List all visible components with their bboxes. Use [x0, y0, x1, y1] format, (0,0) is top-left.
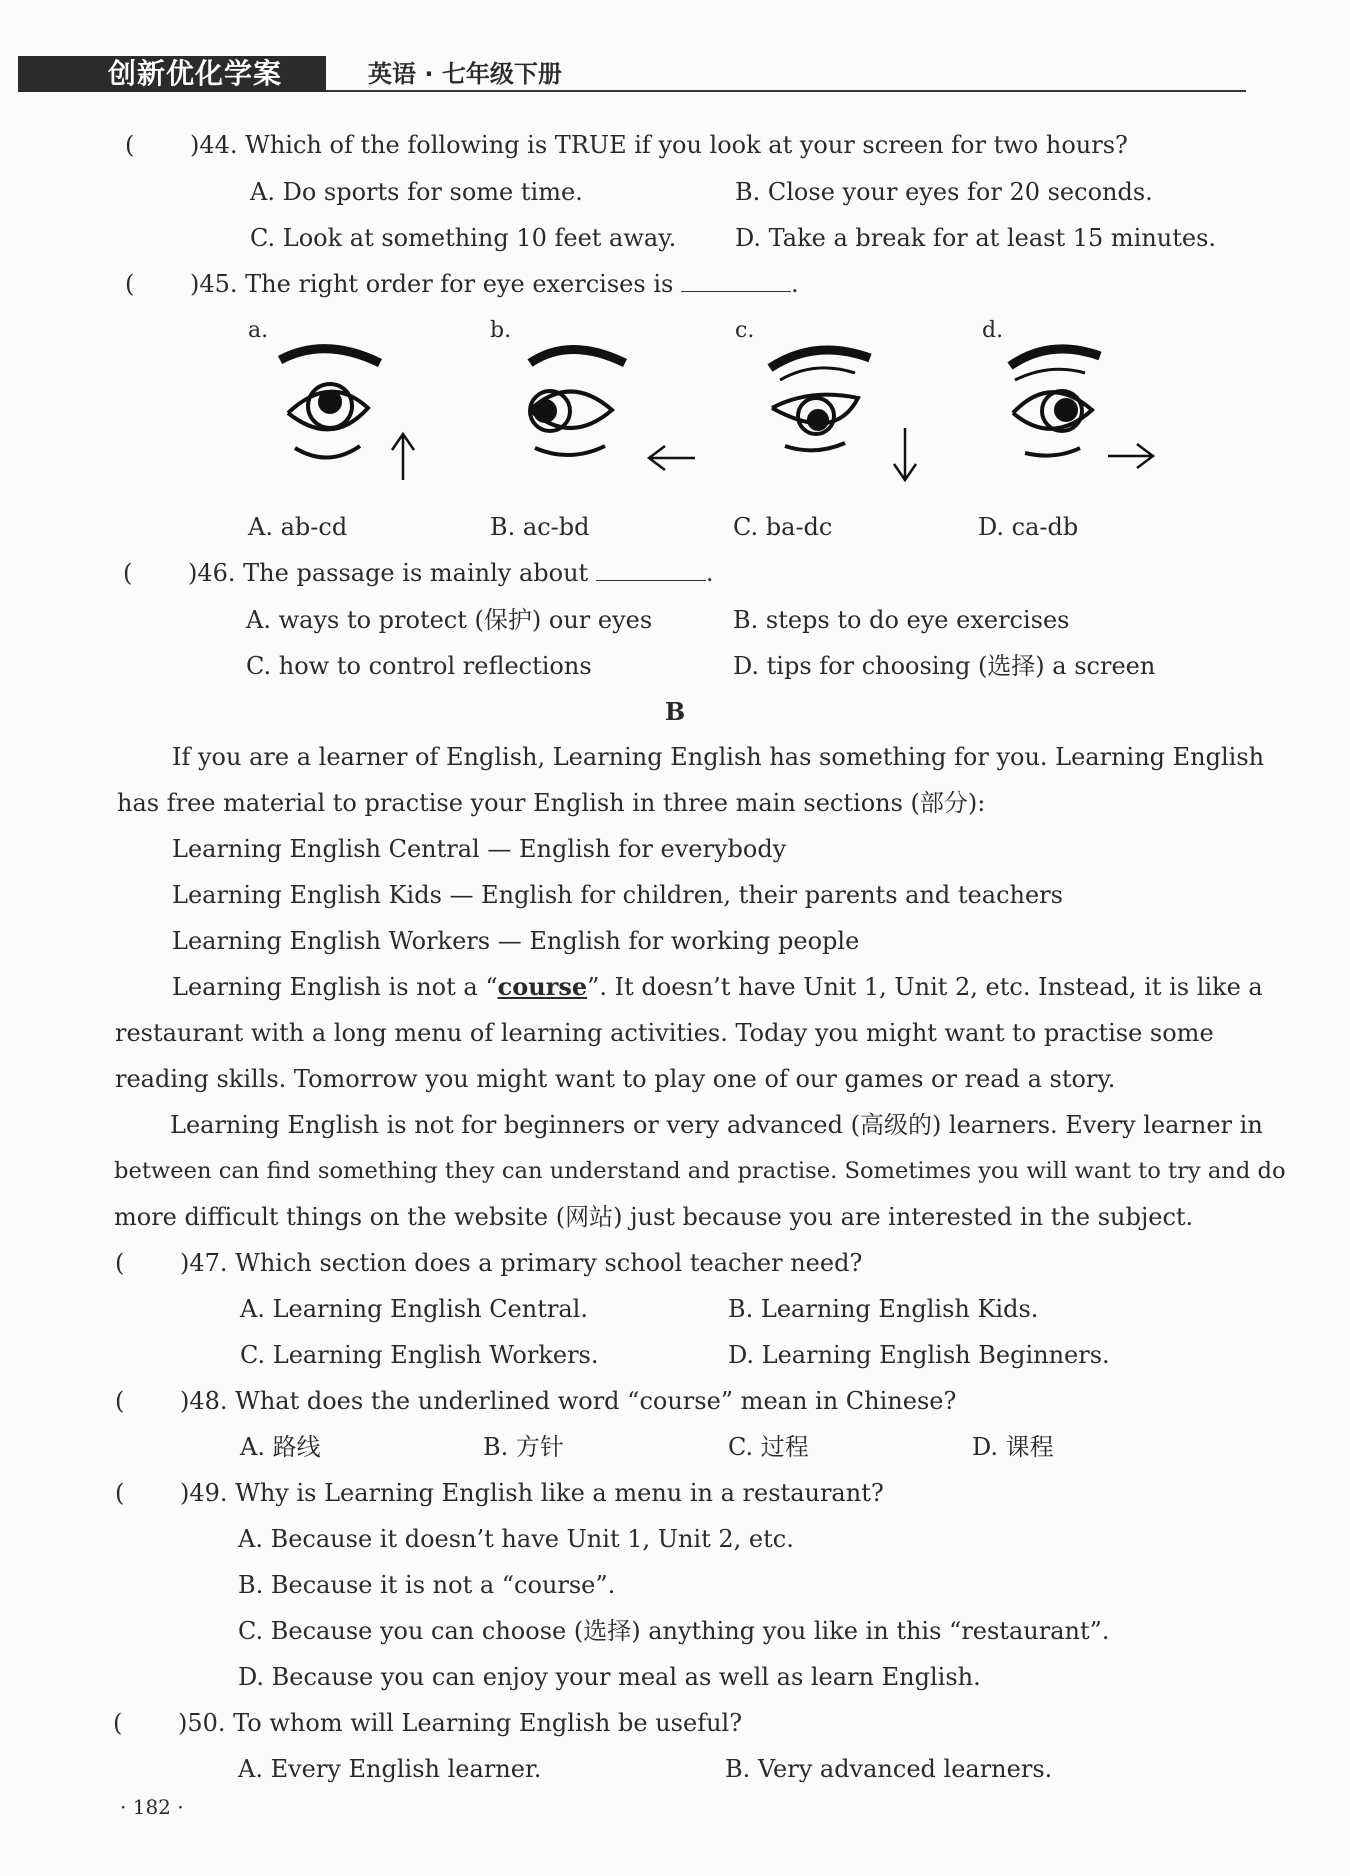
brand-banner: 创新优化学案 [18, 56, 326, 92]
passage-line [172, 972, 1263, 1002]
passage-line: reading skills. Tomorrow you might want to play one of our games or read a story. [115, 1065, 1116, 1093]
option-b: B. steps to do eye exercises [733, 606, 1070, 634]
option-a: A. Do sports for some time. [250, 178, 583, 206]
option-c: C. ba-dc [733, 513, 833, 541]
option-a: A. 路线 [240, 1433, 321, 1461]
option-d: D. Learning English Beginners. [728, 1341, 1110, 1369]
underlined-word: course [497, 972, 588, 1001]
option-a: A. ways to protect (保护) our eyes [246, 606, 653, 634]
eye-right-icon [1010, 349, 1153, 468]
option-b: B. Close your eyes for 20 seconds. [735, 178, 1153, 206]
answer-paren: ( [115, 1479, 125, 1507]
eye-up-icon [280, 349, 414, 480]
question-prompt: )44. Which of the following is TRUE if you look at your screen for two hours? [190, 131, 1128, 159]
question-prompt: )46. The passage is mainly about [188, 559, 589, 587]
option-a: A. Because it doesn’t have Unit 1, Unit 2, etc. [238, 1525, 794, 1553]
question-50 [113, 1708, 742, 1738]
answer-paren: ( [125, 270, 135, 298]
question-47 [115, 1248, 862, 1278]
option-d: D. Take a break for at least 15 minutes. [735, 224, 1217, 252]
option-a: A. ab-cd [248, 513, 348, 541]
text-run: Learning English is not a “ [172, 973, 498, 1001]
question-46: ( )46. The passage is mainly about . [123, 559, 714, 587]
eye-down-icon [770, 350, 916, 480]
question-prompt: )49. Why is Learning English like a menu in a restaurant? [180, 1479, 884, 1507]
figure-label-c: c. [735, 318, 755, 343]
answer-paren: ( [115, 1387, 125, 1415]
answer-paren: ( [123, 559, 133, 587]
section-item: Learning English Workers — English for working people [172, 927, 860, 955]
question-prompt: )48. What does the underlined word “course” mean in Chinese? [180, 1387, 957, 1415]
answer-paren: ( [113, 1709, 123, 1737]
option-d: D. ca-db [978, 513, 1079, 541]
option-c: C. Learning English Workers. [240, 1341, 599, 1369]
section-title: B [664, 697, 686, 726]
option-c: C. Look at something 10 feet away. [250, 224, 677, 252]
answer-blank [681, 269, 791, 292]
option-d: D. tips for choosing (选择) a screen [733, 652, 1156, 680]
header-rule [326, 90, 1246, 92]
figure-label-d: d. [982, 318, 1004, 343]
passage-line: restaurant with a long menu of learning activities. Today you might want to practise some [115, 1019, 1214, 1047]
page-header [18, 50, 1338, 92]
question-45: ( )45. The right order for eye exercises is . [125, 270, 799, 298]
answer-paren: ( [125, 131, 135, 159]
question-prompt: )45. The right order for eye exercises is [190, 270, 674, 298]
passage-line: more difficult things on the website (网站) just because you are interested in the subject. [114, 1203, 1194, 1231]
passage-line: between can find something they can understand and practise. Sometimes you will want to try and do [114, 1158, 1286, 1184]
option-b: B. Very advanced learners. [725, 1755, 1053, 1783]
option-b: B. Learning English Kids. [728, 1295, 1039, 1323]
option-b: B. 方针 [483, 1433, 564, 1461]
eye-left-icon [530, 350, 695, 471]
question-prompt: )47. Which section does a primary school teacher need? [180, 1249, 863, 1277]
passage-line: If you are a learner of English, Learning English has something for you. Learning English [172, 743, 1265, 771]
question-49 [115, 1478, 884, 1508]
option-c: C. 过程 [728, 1433, 809, 1461]
option-a: A. Learning English Central. [240, 1295, 588, 1323]
subject-title: 英语 · 七年级下册 [368, 60, 562, 88]
figure-label-b: b. [490, 318, 512, 343]
eye-exercise-figure [240, 318, 1240, 508]
question-prompt: )50. To whom will Learning English be useful? [178, 1709, 743, 1737]
passage-line: Learning English is not for beginners or very advanced (高级的) learners. Every learner in [170, 1111, 1263, 1139]
answer-blank [596, 558, 706, 581]
option-b: B. Because it is not a “course”. [238, 1571, 616, 1599]
passage-line: has free material to practise your English in three main sections (部分): [117, 789, 986, 817]
section-item: Learning English Kids — English for children, their parents and teachers [172, 881, 1063, 909]
option-a: A. Every English learner. [238, 1755, 542, 1783]
page-number: · 182 · [120, 1795, 184, 1819]
answer-paren: ( [115, 1249, 125, 1277]
question-48 [115, 1386, 956, 1416]
option-d: D. Because you can enjoy your meal as well as learn English. [238, 1663, 981, 1691]
option-c: C. how to control reflections [246, 652, 592, 680]
text-run: ”. It doesn’t have Unit 1, Unit 2, etc. Instead, it is like a [587, 973, 1263, 1001]
section-item: Learning English Central — English for everybody [172, 835, 787, 863]
option-b: B. ac-bd [490, 513, 590, 541]
option-c: C. Because you can choose (选择) anything you like in this “restaurant”. [238, 1617, 1110, 1645]
option-d: D. 课程 [972, 1433, 1054, 1461]
figure-label-a: a. [248, 318, 269, 343]
question-44 [125, 130, 1128, 160]
